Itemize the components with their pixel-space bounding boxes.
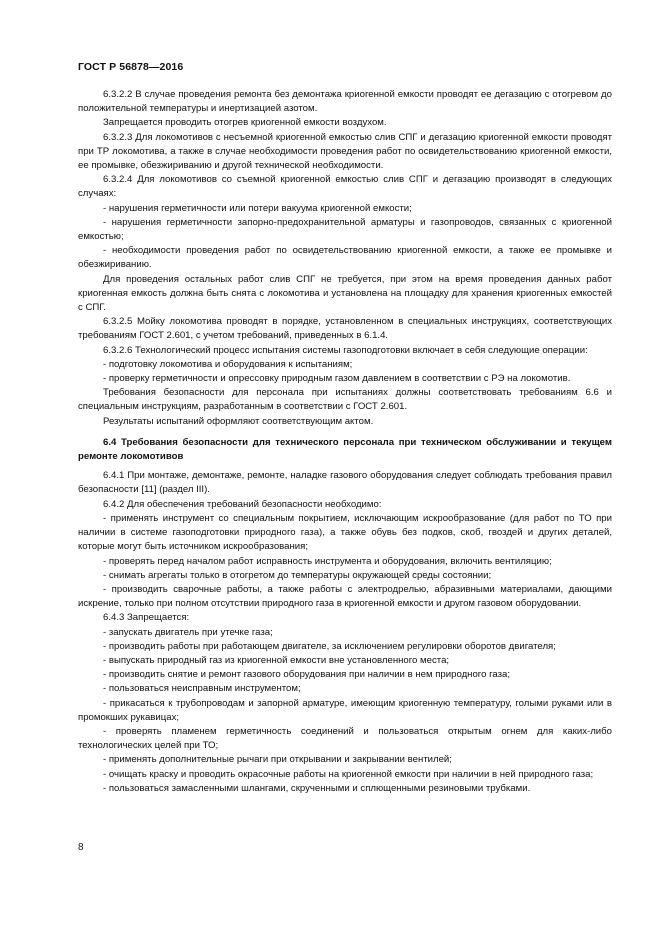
- document-header: ГОСТ Р 56878—2016: [78, 61, 184, 73]
- list-item: - производить снятие и ремонт газового оборудования при наличии в нем природного газа;: [103, 669, 511, 681]
- list-item: - производить работы при работающем двигателе, за исключением регулировки оборотов двигателя;: [103, 640, 556, 652]
- list-item: - необходимости проведения работ по освидетельствованию криогенной емкости, а также ее промывке и обезжириванию.: [78, 245, 612, 271]
- list-item: - проверять пламенем герметичность соединений и пользоваться открытым огнем для каких-либо технологических целей при ТО;: [78, 725, 612, 752]
- section-heading: 6.4 Требования безопасности для технического персонала при техническом обслуживании и текущем ремонте локомотивов: [78, 436, 612, 463]
- paragraph: Для проведения остальных работ слив СПГ не требуется, при этом на время проведения данных работ криогенная емкость должна быть снята с локомотива и установлена на площадку для хранения криогенных емкостей с СПГ.: [78, 273, 612, 314]
- paragraph: Результаты испытаний оформляют соответствующим актом.: [103, 415, 374, 427]
- paragraph: 6.4.2 Для обеспечения требований безопасности необходимо:: [103, 498, 382, 510]
- list-item: - снимать агрегаты только в отогретом до температуры окружающей среды состоянии;: [103, 569, 492, 581]
- list-item: - применять дополнительные рычаги при открывании и закрывании вентилей;: [103, 754, 452, 766]
- paragraph: 6.3.2.3 Для локомотивов с несъемной криогенной емкостью слив СПГ и дегазацию криогенной емкости проводят при ТР локомотива, а также в случае необходимости проведения работ по освидетельствованию криогенной емкости, ее промывке, обезжириванию и другой технической необходимости.: [78, 131, 612, 172]
- paragraph: Запрещается проводить отогрев криогенной емкости воздухом.: [103, 117, 387, 129]
- list-item: - очищать краску и проводить окрасочные работы на криогенной емкости при наличии в ней природного газа;: [103, 768, 594, 780]
- list-item: - пользоваться замасленными шлангами, скрученными и сплющенными резиновыми трубками.: [103, 782, 531, 794]
- page-number: 8: [78, 842, 84, 853]
- paragraph: Требования безопасности для персонала при испытаниях должны соответствовать требованиям 6.6 и специальным инструкциям, разработанным в соответствии с ГОСТ 2.601.: [78, 387, 612, 413]
- list-item: - прикасаться к трубопроводам и запорной арматуре, имеющим криогенную температуру, голыми руками или в промокших рукавицах;: [78, 697, 612, 723]
- list-item: - пользоваться неисправным инструментом;: [103, 683, 301, 695]
- list-item: - проверять перед началом работ исправность инструмента и оборудования, включить вентиляцию;: [103, 555, 552, 567]
- list-item: - применять инструмент со специальным покрытием, исключающим искрообразование (для работ по ТО при наличии в системе газоподготовки природного газа), а также обувь без подков, скоб, гвоздей и других деталей, которые могут быть источником искрообразования;: [78, 512, 612, 553]
- document-body: [78, 88, 612, 796]
- list-item: - нарушения герметичности запорно-предохранительной арматуры и газопроводов, связанных с криогенной емкостью;: [78, 216, 612, 243]
- paragraph: 6.3.2.2 В случае проведения ремонта без демонтажа криогенной емкости проводят ее дегазацию с отогревом до положительной температуры и инертизацией азотом.: [78, 89, 612, 115]
- list-item: - запускать двигатель при утечке газа;: [103, 626, 273, 638]
- paragraph: 6.3.2.6 Технологический процесс испытания системы газоподготовки включает в себя следующие операции:: [103, 344, 588, 356]
- paragraph: 6.3.2.4 Для локомотивов со съемной криогенной емкостью слив СПГ и дегазацию производят в следующих случаях:: [78, 174, 612, 200]
- paragraph: 6.4.3 Запрещается:: [103, 612, 190, 624]
- paragraph: 6.3.2.5 Мойку локомотива проводят в порядке, установленном в специальных инструкциях, соответствующих требованиям ГОСТ 2.601, с учетом требований, приведенных в 6.1.4.: [78, 316, 612, 342]
- list-item: - проверку герметичности и опрессовку природным газом давлением в соответствии с РЭ на локомотив.: [103, 373, 571, 385]
- list-item: - подготовку локомотива и оборудования к испытаниям;: [103, 358, 353, 370]
- paragraph: 6.4.1 При монтаже, демонтаже, ремонте, наладке газового оборудования следует соблюдать требования правил безопасности [11] (раздел III).: [78, 470, 612, 496]
- list-item: - выпускать природный газ из криогенной емкости вне установленного места;: [103, 654, 450, 666]
- list-item: - производить сварочные работы, а также работы с электродрелью, абразивными материалами, дающими искрение, только при полном отсутствии природного газа в криогенной емкости и другом газовом оборудовании.: [78, 583, 612, 610]
- list-item: - нарушения герметичности или потери вакуума криогенной емкости;: [103, 202, 412, 214]
